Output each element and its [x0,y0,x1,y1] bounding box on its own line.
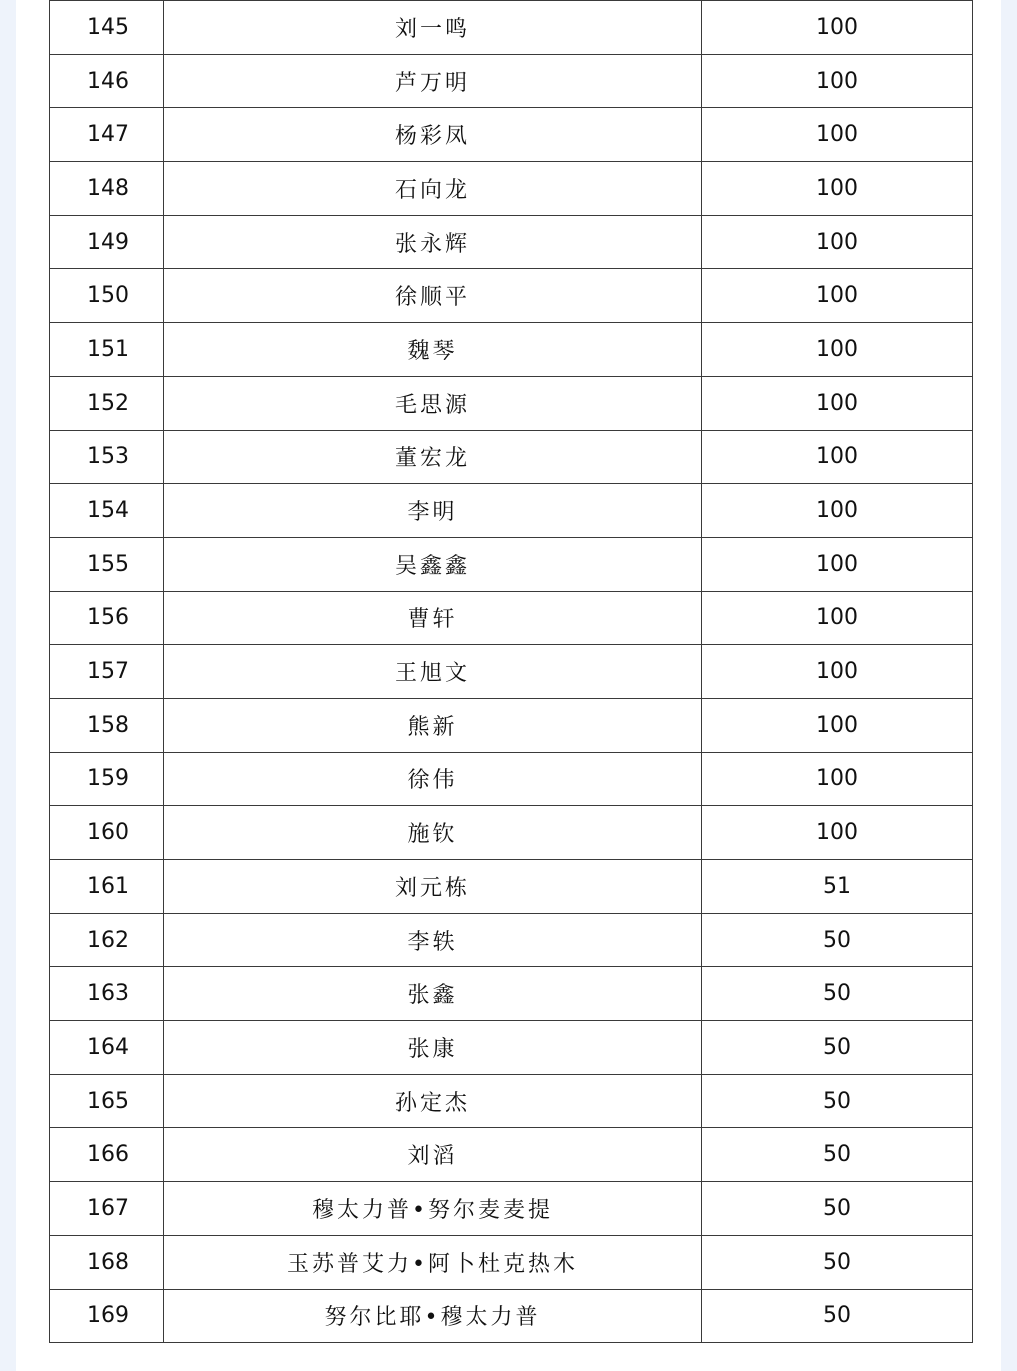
row-number-cell: 155 [50,537,164,591]
score-cell: 100 [702,484,973,538]
row-number-cell: 164 [50,1021,164,1075]
score-cell: 100 [702,269,973,323]
row-number-cell: 162 [50,913,164,967]
score-cell: 50 [702,913,973,967]
row-number-cell: 153 [50,430,164,484]
row-number-cell: 166 [50,1128,164,1182]
roster-table [49,0,973,1343]
table-row [50,323,973,377]
table-row [50,376,973,430]
score-cell: 100 [702,645,973,699]
table-row [50,537,973,591]
row-number-cell: 149 [50,215,164,269]
score-cell: 50 [702,1235,973,1289]
row-number-cell: 147 [50,108,164,162]
name-cell: 毛思源 [164,376,702,430]
name-cell: 张康 [164,1021,702,1075]
name-cell: 曹轩 [164,591,702,645]
score-cell: 100 [702,162,973,216]
name-cell: 张永辉 [164,215,702,269]
name-cell: 施钦 [164,806,702,860]
score-cell: 100 [702,108,973,162]
table-row [50,269,973,323]
name-cell: 张鑫 [164,967,702,1021]
table-row [50,484,973,538]
table-row [50,860,973,914]
table-row [50,1128,973,1182]
row-number-cell: 148 [50,162,164,216]
roster-table-body [50,1,973,1343]
score-cell: 100 [702,698,973,752]
table-row [50,54,973,108]
row-number-cell: 159 [50,752,164,806]
row-number-cell: 160 [50,806,164,860]
score-cell: 100 [702,323,973,377]
score-cell: 100 [702,430,973,484]
row-number-cell: 168 [50,1235,164,1289]
name-cell: 芦万明 [164,54,702,108]
row-number-cell: 157 [50,645,164,699]
name-cell: 王旭文 [164,645,702,699]
table-row [50,645,973,699]
name-cell: 李明 [164,484,702,538]
score-cell: 100 [702,54,973,108]
score-cell: 100 [702,752,973,806]
table-row [50,698,973,752]
table-row [50,1,973,55]
row-number-cell: 169 [50,1289,164,1343]
table-row [50,430,973,484]
table-row [50,967,973,1021]
name-cell: 孙定杰 [164,1074,702,1128]
name-cell: 杨彩凤 [164,108,702,162]
table-row [50,1182,973,1236]
table-row [50,1074,973,1128]
name-cell: 刘元栋 [164,860,702,914]
row-number-cell: 145 [50,1,164,55]
name-cell: 熊新 [164,698,702,752]
name-cell: 穆太力普•努尔麦麦提 [164,1182,702,1236]
table-row [50,108,973,162]
row-number-cell: 154 [50,484,164,538]
table-row [50,1289,973,1343]
row-number-cell: 158 [50,698,164,752]
score-cell: 100 [702,1,973,55]
name-cell: 吴鑫鑫 [164,537,702,591]
name-cell: 刘滔 [164,1128,702,1182]
name-cell: 玉苏普艾力•阿卜杜克热木 [164,1235,702,1289]
row-number-cell: 156 [50,591,164,645]
name-cell: 努尔比耶•穆太力普 [164,1289,702,1343]
score-cell: 50 [702,1128,973,1182]
score-cell: 50 [702,1182,973,1236]
table-row [50,215,973,269]
row-number-cell: 152 [50,376,164,430]
table-row [50,1021,973,1075]
row-number-cell: 165 [50,1074,164,1128]
name-cell: 徐顺平 [164,269,702,323]
score-cell: 100 [702,537,973,591]
score-cell: 100 [702,215,973,269]
row-number-cell: 167 [50,1182,164,1236]
table-row [50,806,973,860]
score-cell: 50 [702,967,973,1021]
name-cell: 刘一鸣 [164,1,702,55]
document-page [16,0,1001,1371]
row-number-cell: 146 [50,54,164,108]
table-row [50,591,973,645]
table-row [50,162,973,216]
score-cell: 100 [702,591,973,645]
table-row [50,752,973,806]
score-cell: 100 [702,376,973,430]
name-cell: 徐伟 [164,752,702,806]
score-cell: 50 [702,1074,973,1128]
row-number-cell: 163 [50,967,164,1021]
score-cell: 50 [702,1289,973,1343]
row-number-cell: 161 [50,860,164,914]
table-row [50,913,973,967]
row-number-cell: 150 [50,269,164,323]
table-row [50,1235,973,1289]
name-cell: 李轶 [164,913,702,967]
name-cell: 董宏龙 [164,430,702,484]
score-cell: 100 [702,806,973,860]
row-number-cell: 151 [50,323,164,377]
score-cell: 51 [702,860,973,914]
name-cell: 魏琴 [164,323,702,377]
score-cell: 50 [702,1021,973,1075]
name-cell: 石向龙 [164,162,702,216]
